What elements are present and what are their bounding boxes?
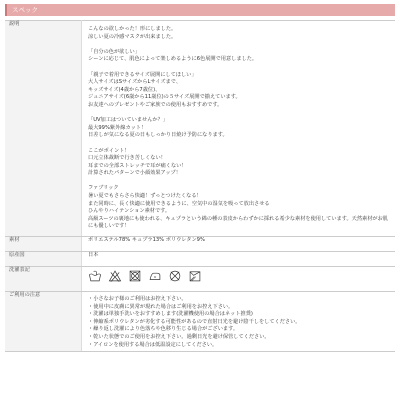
desc-line: 「UV加工はついていませんか？」 [88, 117, 168, 124]
spec-row-wash [5, 267, 395, 292]
desc-line: 「親子で着用できるサイズ展開にしてほしい」 [88, 71, 197, 78]
desc-line: 日差しが気になる夏の日もしっかり日焼け予防になります。 [88, 132, 228, 139]
usage-line: ・アイロンを使用する場合は低温設定にしてください。 [88, 341, 218, 348]
spec-value-origin: 日本 [82, 252, 396, 267]
desc-line: ファブリック [88, 185, 119, 192]
desc-paragraph [88, 185, 389, 231]
spec-label-wash: 洗濯表記 [5, 267, 82, 292]
spec-value-material: ポリエステル78% キュプラ13% ポリウレタン9% [82, 237, 396, 252]
usage-line: ・小さなお子様のご利用はお控え下さい。 [88, 296, 187, 303]
desc-line: こんなの欲しかった！形にしました。 [88, 26, 177, 32]
spec-value-wash [82, 267, 396, 292]
spec-table [5, 20, 395, 352]
desc-paragraph [88, 148, 389, 178]
spec-value-usage [82, 292, 396, 352]
spec-label-usage: ご利用の注意 [5, 292, 82, 352]
desc-line: また同時に、長く快適に使用できるように、空気中の湿気を吸って放出させる [88, 200, 270, 207]
desc-line: キッズサイズ(4歳から7歳位)、 [88, 86, 161, 93]
spec-label-description: 説明 [5, 21, 82, 237]
desc-line: 最大99%紫外線カット！ [88, 124, 147, 131]
desc-line: ジュニアサイズ(6歳から11歳位)の５サイズ展開で揃えています。 [88, 94, 241, 101]
spec-value-description [82, 21, 396, 237]
desc-line: 耳までの全部ストレッチで耳が痛くない！ [88, 162, 187, 169]
desc-line: 大人サイズはSサイズからLサイズまで、 [88, 79, 182, 86]
tumble-dry-prohibited-icon [128, 269, 142, 283]
no-dry-clean-icon [168, 269, 182, 283]
desc-paragraph [88, 117, 389, 140]
desc-line: ここがポイント！ [88, 147, 130, 154]
usage-line: ・伸縮系ポリウレタンが劣化する可能性があるので直射日光を避け陰干しをしてください。 [88, 318, 301, 325]
desc-line: 暑い夏でもさらさら快適！ずっとつけたくなる！ [88, 193, 202, 200]
usage-line: ・乾いた状態でのご使用をお控え下さい。過剰日光を避け保管してください。 [88, 334, 270, 340]
iron-low-icon [148, 269, 162, 283]
usage-line: ・洗濯は単独手洗いをおすすめします(洗濯機使用の場合はネット推奨) [88, 311, 253, 318]
desc-line: 計算されたパターンで小顔効果アップ！ [88, 170, 181, 177]
usage-line: ・繰り返し洗濯により色落ちや色移り生じる場合がございます。 [88, 326, 239, 333]
wash-icons [88, 267, 389, 285]
desc-paragraph [88, 72, 389, 110]
desc-line: ひんやりハイテンション素材です。 [88, 208, 171, 215]
spec-header-title: スペック [12, 6, 38, 14]
desc-line: シーンに応じて、肌色によって楽しめるように6色展開で用意しました。 [88, 56, 258, 63]
spec-label-origin: 原産国 [5, 252, 82, 267]
desc-paragraph [88, 26, 389, 41]
desc-paragraph [88, 49, 389, 64]
desc-line: 「自分の色が欲しい」 [88, 48, 140, 55]
desc-line: 涼しい夏の冷感マスクが出来ました。 [88, 33, 177, 40]
no-bleach-icon [108, 269, 122, 283]
spec-label-material: 素材 [5, 237, 82, 252]
usage-line: ・使用中に皮膚に異常が現れた場合はご利用をお控え下さい。 [88, 303, 234, 310]
spec-row-origin [5, 252, 395, 267]
hang-dry-shade-icon [188, 269, 202, 283]
spec-row-usage [5, 292, 395, 352]
spec-header [5, 4, 395, 16]
desc-line: 口元立体裁断で行き苦しくない！ [88, 155, 166, 162]
desc-line: お友達へのプレゼントやご家族での使用もおすすめです。 [88, 101, 223, 108]
spec-row-material [5, 237, 395, 252]
hand-wash-icon [88, 269, 102, 283]
spec-row-description [5, 21, 395, 237]
desc-line: 高級スーツの裏地にも使われる、キュプラという綿の種の表皮からわずかに採れる希少な素材を使用しています。天然素材がお肌にも優しいです！ [88, 215, 388, 230]
